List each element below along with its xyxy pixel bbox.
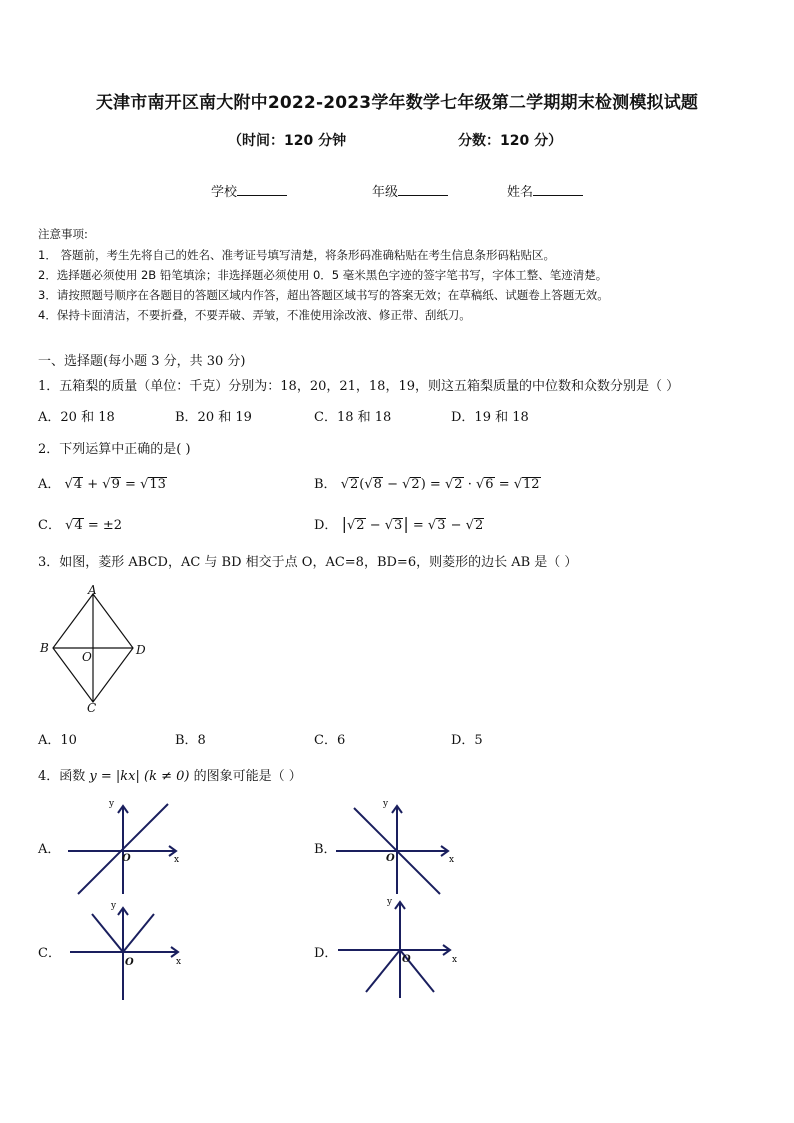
- radicand: 3: [437, 518, 446, 533]
- time-limit: （时间：120 分钟: [228, 133, 347, 149]
- radicand: 2: [411, 477, 420, 492]
- radicand: 2: [350, 477, 359, 492]
- question-2-text: 2．下列运算中正确的是( ): [38, 442, 191, 457]
- graph-option-c: [66, 898, 186, 1002]
- q2-option-a: A． √4 + √9 = √13: [38, 477, 166, 492]
- origin-label: O: [386, 853, 395, 864]
- grade-label: 年级: [372, 185, 399, 200]
- operator: =: [429, 477, 441, 492]
- operator: +: [87, 477, 99, 492]
- operator: =: [125, 477, 136, 492]
- name-label: 姓名: [507, 185, 534, 200]
- q1-option-b: B．20 和 19: [175, 410, 252, 425]
- operator: ·: [467, 477, 472, 492]
- radicand: 3: [394, 518, 403, 533]
- option-label: C．: [38, 518, 61, 533]
- x-label: x: [174, 855, 180, 865]
- rhombus-figure: [36, 582, 156, 714]
- note-item: 2．选择题必须使用 2B 铅笔填涂；非选择题必须使用 0．5 毫米黑色字迹的签字笔书写，字体工整、笔迹清楚。: [38, 268, 608, 282]
- x-label: x: [452, 955, 458, 965]
- q3-option-a: A．10: [38, 733, 77, 748]
- q4-suffix: 的图象可能是（ ）: [193, 769, 302, 784]
- section-title: 一、选择题(每小题 3 分，共 30 分): [38, 354, 246, 369]
- y-label: y: [383, 799, 389, 809]
- radicand: 13: [149, 477, 166, 492]
- q2-option-d: D． |√2 − √3| = √3 − √2: [314, 514, 484, 533]
- q4-option-c-label: C．: [38, 946, 61, 961]
- radicand: 2: [356, 518, 365, 533]
- operator: =: [498, 477, 510, 492]
- option-label: A．: [38, 477, 61, 492]
- q4-prefix: 4．函数: [38, 769, 86, 784]
- name-blank: [533, 183, 583, 196]
- label-d: D: [136, 643, 146, 657]
- q4-option-a-label: A．: [38, 842, 61, 857]
- q1-option-d: D．19 和 18: [451, 410, 529, 425]
- note-item: 4．保持卡面清洁，不要折叠，不要弄破、弄皱，不准使用涂改液、修正带、刮纸刀。: [38, 308, 471, 322]
- q1-option-c: C．18 和 18: [314, 410, 392, 425]
- label-o: O: [82, 650, 92, 664]
- operator: −: [369, 518, 381, 533]
- x-label: x: [176, 957, 182, 967]
- option-label: B．: [314, 477, 337, 492]
- q4-formula: y = |kx| (k ≠ 0): [89, 769, 190, 784]
- q3-option-b: B．8: [175, 733, 206, 748]
- note-item: 1． 答题前，考生先将自己的姓名、准考证号填写清楚，将条形码准确粘贴在考生信息条形码粘贴区。: [38, 248, 555, 262]
- paren: ): [420, 477, 426, 492]
- q2-option-b: B． √2(√8 − √2) = √2 · √6 = √12: [314, 477, 540, 492]
- school-blank: [237, 183, 287, 196]
- radicand: 9: [111, 477, 120, 492]
- q4-option-d-label: D．: [314, 946, 338, 961]
- paren: (: [359, 477, 365, 492]
- graph-option-a: [66, 796, 186, 896]
- name-field: [507, 181, 583, 200]
- operator: −: [387, 477, 398, 492]
- grade-blank: [398, 183, 448, 196]
- school-label: 学校: [211, 185, 238, 200]
- label-a: A: [88, 583, 97, 597]
- note-item: 3．请按照题号顺序在各题目的答题区域内作答，超出答题区域书写的答案无效；在草稿纸、试题卷上答题无效。: [38, 288, 609, 302]
- operator: −: [450, 518, 462, 533]
- q3-option-c: C．6: [314, 733, 346, 748]
- radicand: 6: [485, 477, 494, 492]
- question-3-text: 3．如图，菱形 ABCD，AC 与 BD 相交于点 O，AC=8，BD=6，则菱形的边长 AB 是（ ）: [38, 555, 578, 570]
- operator: =: [412, 518, 424, 533]
- q4-option-b-label: B．: [314, 842, 337, 857]
- x-label: x: [449, 855, 455, 865]
- radicand: 2: [474, 518, 484, 533]
- notes-heading: 注意事项:: [38, 227, 88, 241]
- radicand: 2: [454, 477, 463, 492]
- option-label: D．: [314, 518, 338, 533]
- radicand: 4: [73, 477, 83, 492]
- graph-option-b: [334, 796, 458, 896]
- radicand: 8: [373, 477, 382, 492]
- label-b: B: [40, 641, 49, 655]
- page-title: 天津市南开区南大附中2022-2023学年数学七年级第二学期期末检测模拟试题: [95, 93, 699, 113]
- question-1-text: 1．五箱梨的质量（单位：千克）分别为：18，20，21，18，19，则这五箱梨质量的中位数和众数分别是（ ）: [38, 379, 680, 394]
- origin-label: O: [402, 954, 411, 965]
- y-label: y: [111, 901, 117, 911]
- total-score: 分数：120 分）: [458, 133, 563, 149]
- question-4-text: [38, 765, 302, 784]
- grade-field: [372, 181, 448, 200]
- school-field: [211, 181, 287, 200]
- radicand: 4: [74, 518, 83, 533]
- label-c: C: [87, 701, 97, 714]
- q2-option-c: C． √4 = ±2: [38, 518, 123, 533]
- q1-option-a: A．20 和 18: [38, 410, 115, 425]
- graph-option-d: [334, 896, 458, 1000]
- q3-option-d: D．5: [451, 733, 483, 748]
- radicand: 12: [523, 477, 540, 492]
- expression: = ±2: [87, 518, 123, 533]
- origin-label: O: [122, 853, 131, 864]
- origin-label: O: [125, 957, 134, 968]
- y-label: y: [109, 799, 115, 809]
- y-label: y: [387, 897, 393, 907]
